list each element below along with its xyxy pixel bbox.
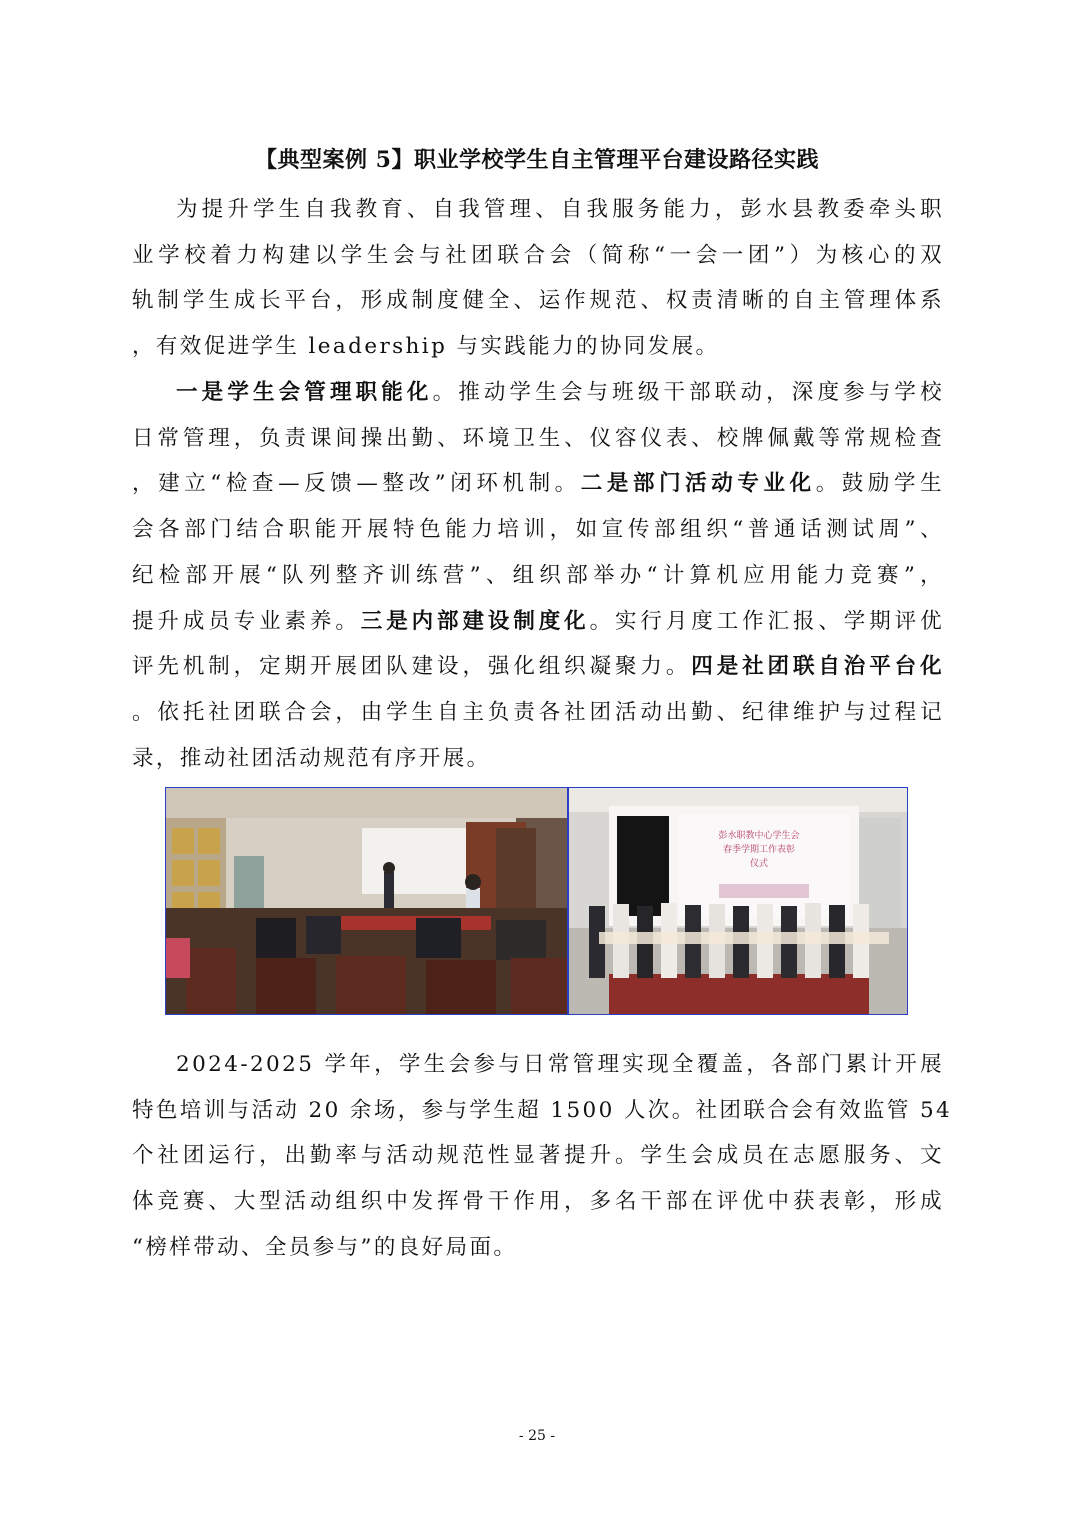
measure-2-heading: 二是部门活动专业化 [580,471,816,497]
measures-line: 日常管理，负责课间操出勤、环境卫生、仪容仪表、校牌佩戴等常规检查 [132,425,944,451]
measures-line: 。依托社团联合会，由学生自主负责各社团活动出勤、纪律维护与过程记 [132,699,944,725]
intro-paragraph [132,187,944,370]
results-line: 特色培训与活动 20 余场，参与学生超 1500 人次。社团联合会有效监管 54 [132,1097,953,1123]
banner-line-3: 仪式 [749,859,769,869]
intro-line: 轨制学生成长平台，形成制度健全、运作规范、权责清晰的自主管理体系 [132,288,944,314]
measures-text: 。鼓励学生 [815,471,944,497]
results-line: 体竞赛、大型活动组织中发挥骨干作用，多名干部在评优中获表彰，形成 [132,1189,944,1215]
intro-line: ，有效促进学生 leadership 与实践能力的协同发展。 [132,334,720,360]
measures-text: 提升成员专业素养。 [132,608,361,634]
photo-row [165,787,908,1015]
intro-line: 为提升学生自我教育、自我管理、自我服务能力，彭水县教委牵头职 [176,197,944,222]
results-line: 个社团运行，出勤率与活动规范性显著提升。学生会成员在志愿服务、文 [132,1143,944,1169]
measures-text: 评先机制，定期开展团队建设，强化组织凝聚力。 [132,654,692,680]
measures-paragraph [132,370,944,781]
results-paragraph [132,1042,953,1271]
banner-line-2: 春季学期工作表彰 [722,845,796,855]
measures-line: 会各部门结合职能开展特色能力培训，如宣传部组织“普通话测试周”、 [132,517,944,543]
measure-1-heading: 一是学生会管理职能化 [176,380,433,405]
measures-line [132,599,944,645]
page-number: - 25 - [518,1428,556,1444]
measures-line: 录，推动社团活动规范有序开展。 [132,745,491,771]
measures-line [132,461,944,507]
measures-line [132,370,944,416]
award-ceremony-photo [568,787,908,1015]
measure-4-heading: 四是社团联自治平台化 [691,654,944,680]
measure-3-heading: 三是内部建设制度化 [360,608,590,634]
measures-text: 。实行月度工作汇报、学期评优 [589,608,944,634]
results-line: “榜样带动、全员参与”的良好局面。 [132,1234,518,1260]
measures-text: ，建立“检查—反馈—整改”闭环机制。 [132,471,581,497]
meeting-room-photo [165,787,568,1015]
case-title: 【典型案例 5】职业学校学生自主管理平台建设路径实践 [255,147,819,173]
measures-line [132,644,944,690]
measures-line: 纪检部开展“队列整齐训练营”、组织部举办“计算机应用能力竞赛”， [132,562,944,588]
results-line: 2024-2025 学年，学生会参与日常管理实现全覆盖，各部门累计开展 [176,1052,944,1077]
banner-line-1: 彭水职教中心学生会 [718,831,800,841]
measures-text: 。推动学生会与班级干部联动，深度参与学校 [432,380,944,405]
intro-line: 业学校着力构建以学生会与社团联合会（简称“一会一团”）为核心的双 [132,242,944,268]
